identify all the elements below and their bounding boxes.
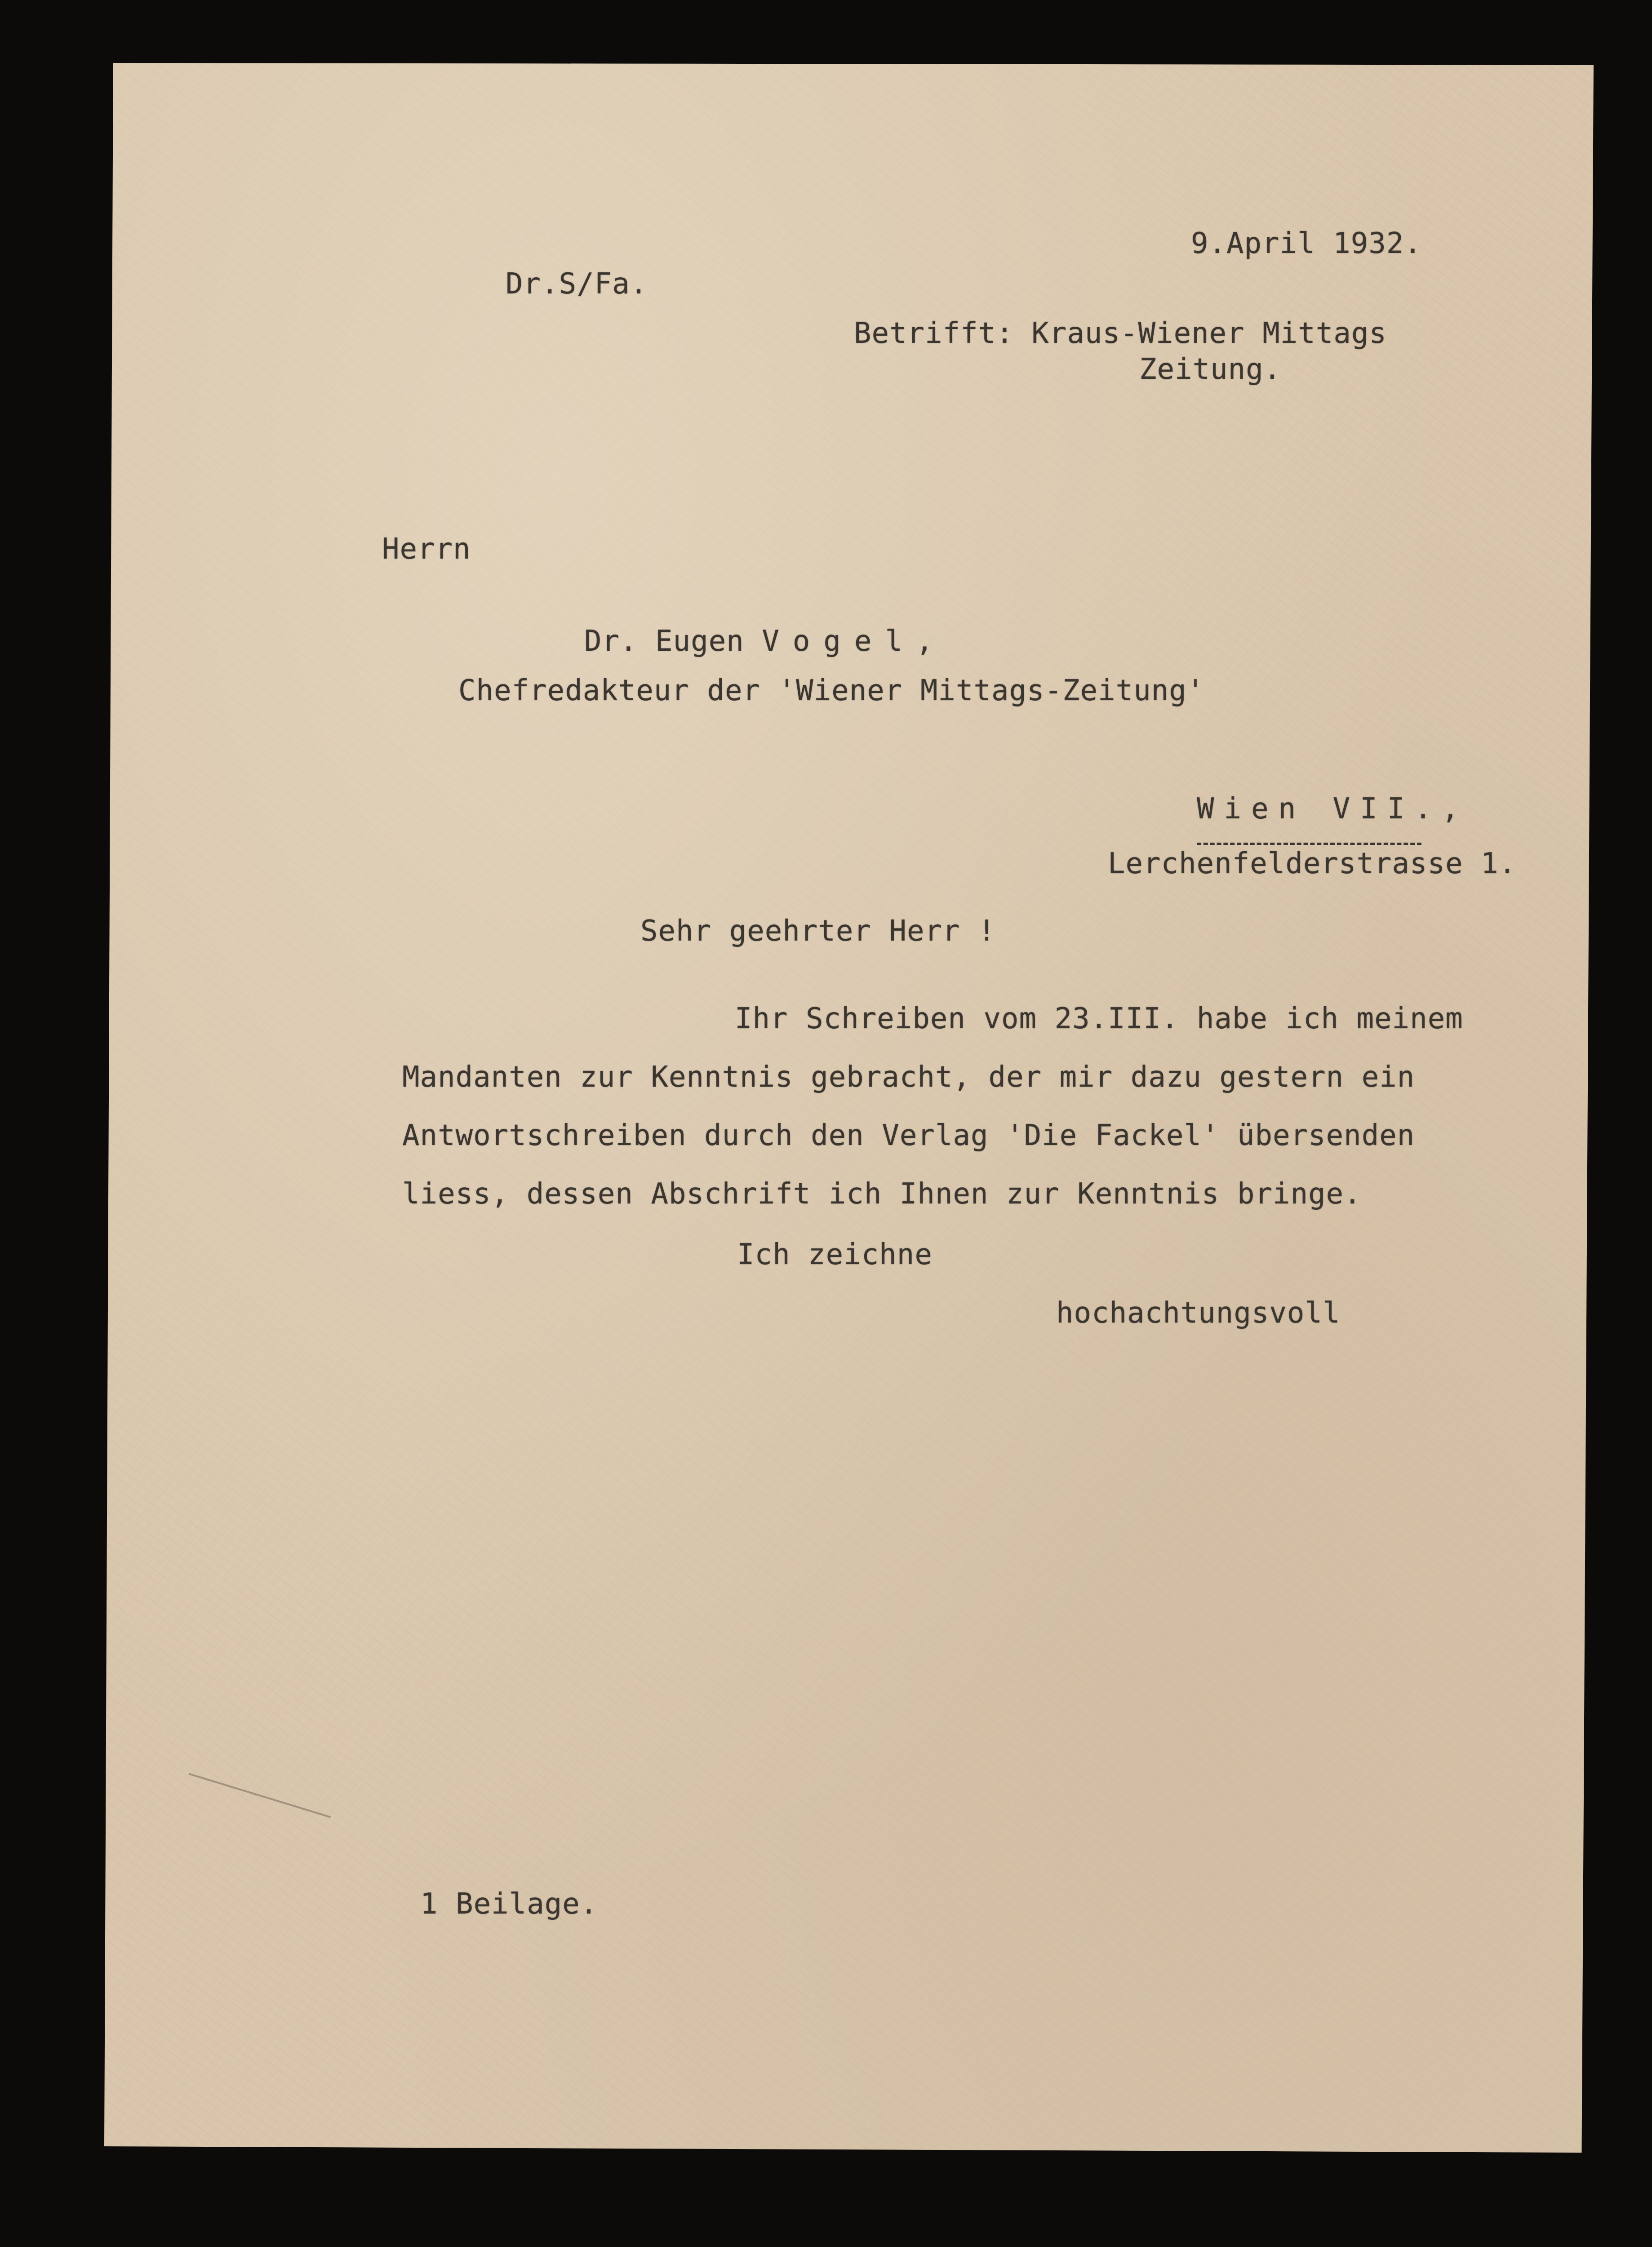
recipient-surname: Vogel: [762, 625, 916, 658]
recipient-name: [584, 627, 934, 656]
letter-page: [104, 63, 1594, 2153]
body-line-1: Ihr Schreiben vom 23.III. habe ich meinem: [735, 1002, 1463, 1035]
body-line-3: Antwortschreiben durch den Verlag 'Die Fackel' übersenden: [402, 1119, 1415, 1152]
recipient-suffix: ,: [915, 625, 934, 658]
subject-line-2: Zeitung.: [1139, 353, 1282, 386]
body-line-2: Mandanten zur Kenntnis gebracht, der mir dazu gestern ein: [402, 1061, 1415, 1094]
subject-line-1: Betrifft: Kraus-Wiener Mittags: [854, 317, 1387, 350]
closing-line-2: hochachtungsvoll: [1056, 1297, 1341, 1330]
body-line-4: liess, dessen Abschrift ich Ihnen zur Kenntnis bringe.: [402, 1177, 1362, 1211]
recipient-title: Chefredakteur der 'Wiener Mittags-Zeitung': [458, 674, 1205, 707]
reference-code: Dr.S/Fa.: [506, 267, 648, 301]
greeting: Sehr geehrter Herr !: [640, 915, 996, 948]
closing-line-1: Ich zeichne: [737, 1238, 933, 1271]
city-line: Wien VII.,: [1197, 792, 1469, 826]
letter-date: 9.April 1932.: [1191, 227, 1422, 260]
recipient-prefix: Dr. Eugen: [584, 625, 762, 658]
city-underline: [1197, 843, 1421, 845]
salutation-to: Herrn: [382, 533, 471, 566]
street-line: Lerchenfelderstrasse 1.: [1108, 847, 1517, 880]
enclosure-note: 1 Beilage.: [420, 1887, 598, 1921]
